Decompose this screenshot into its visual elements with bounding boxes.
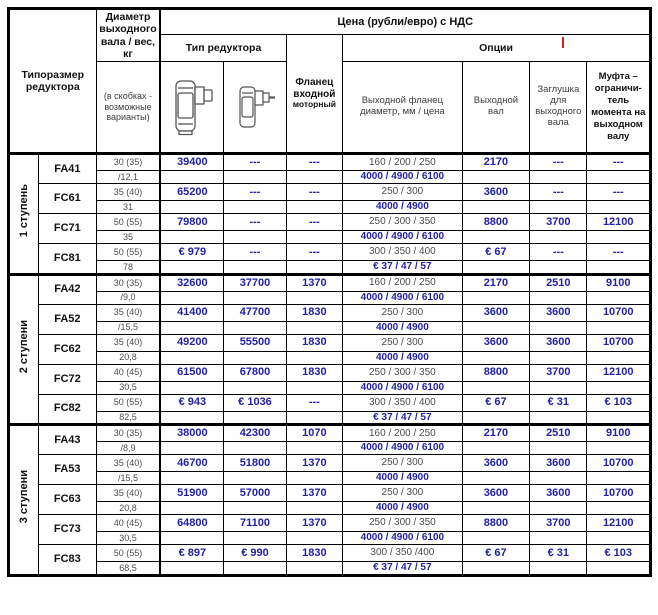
cell-empty xyxy=(160,261,223,275)
cell-input-motor-flange-price: 1370 xyxy=(286,455,342,472)
cell-output-shaft-price: 3600 xyxy=(462,455,529,472)
cell-price-fa-type: 39400 xyxy=(160,154,223,171)
cell-empty xyxy=(530,381,587,394)
cell-output-shaft-price: 3600 xyxy=(462,334,529,351)
cell-empty xyxy=(462,261,529,275)
table-body xyxy=(9,154,651,576)
cell-empty xyxy=(530,291,587,304)
cell-price-fc-type: 67800 xyxy=(224,364,286,381)
cell-output-flange-prices: 4000 / 4900 xyxy=(343,472,463,485)
cell-input-motor-flange-price: 1070 xyxy=(286,425,342,442)
cell-empty xyxy=(286,261,342,275)
cell-price-fc-type: 57000 xyxy=(224,485,286,502)
cell-empty xyxy=(587,472,651,485)
cell-plug-price: --- xyxy=(530,154,587,171)
cell-plug-price: 3600 xyxy=(530,485,587,502)
cell-empty xyxy=(530,231,587,244)
cell-empty xyxy=(462,472,529,485)
cell-price-fa-type: 46700 xyxy=(160,455,223,472)
cell-price-fc-type: --- xyxy=(224,214,286,231)
cell-price-fc-type: 55500 xyxy=(224,334,286,351)
cell-empty xyxy=(587,532,651,545)
cell-empty xyxy=(286,291,342,304)
reducer-type2-cell xyxy=(224,62,286,154)
cell-shaft-diameter: 50 (55) xyxy=(96,214,160,231)
cell-empty xyxy=(462,532,529,545)
cell-output-shaft-price: 8800 xyxy=(462,214,529,231)
cell-empty xyxy=(160,442,223,455)
cell-empty xyxy=(224,321,286,334)
cell-price-fc-type: 47700 xyxy=(224,304,286,321)
cell-weight: /12,1 xyxy=(96,171,160,184)
cell-empty xyxy=(286,381,342,394)
cell-plug-price: --- xyxy=(530,184,587,201)
cell-plug-price: 3600 xyxy=(530,455,587,472)
cell-shaft-diameter: 35 (40) xyxy=(96,455,160,472)
cell-empty xyxy=(160,291,223,304)
cell-shaft-diameter: 30 (35) xyxy=(96,154,160,171)
cell-empty xyxy=(286,231,342,244)
cell-price-fc-type: € 990 xyxy=(224,545,286,562)
reducer-type1-cell xyxy=(160,62,223,154)
header-coupling: Муфта – ограничи-тель момента на выходном валу xyxy=(587,62,651,154)
cell-empty xyxy=(462,321,529,334)
cell-output-shaft-price: 3600 xyxy=(462,304,529,321)
cell-empty xyxy=(286,201,342,214)
cell-empty xyxy=(587,442,651,455)
cell-output-shaft-price: € 67 xyxy=(462,244,529,261)
cell-empty xyxy=(286,321,342,334)
cell-empty xyxy=(286,171,342,184)
cell-shaft-diameter: 50 (55) xyxy=(96,394,160,411)
cell-empty xyxy=(160,502,223,515)
cell-empty xyxy=(224,201,286,214)
cell-empty xyxy=(224,291,286,304)
cell-price-fa-type: € 943 xyxy=(160,394,223,411)
cell-output-flange-prices: 4000 / 4900 xyxy=(343,351,463,364)
header-reducer-type: Тип редуктора xyxy=(160,35,286,62)
cell-price-fa-type: 49200 xyxy=(160,334,223,351)
cell-coupling-price: 12100 xyxy=(587,515,651,532)
cell-plug-price: € 31 xyxy=(530,545,587,562)
cell-empty xyxy=(160,532,223,545)
cell-empty xyxy=(224,502,286,515)
cell-weight: 82,5 xyxy=(96,411,160,425)
cell-coupling-price: 10700 xyxy=(587,334,651,351)
cell-empty xyxy=(587,171,651,184)
header-output-flange: Выходной фланец диаметр, мм / цена xyxy=(343,62,463,154)
cell-empty xyxy=(224,472,286,485)
cell-empty xyxy=(286,562,342,576)
cell-empty xyxy=(286,502,342,515)
group-cell xyxy=(9,154,39,275)
cell-empty xyxy=(587,381,651,394)
cell-weight: 35 xyxy=(96,231,160,244)
cell-shaft-diameter: 35 (40) xyxy=(96,304,160,321)
cell-empty xyxy=(462,562,529,576)
cell-empty xyxy=(160,171,223,184)
cell-weight: 20,8 xyxy=(96,351,160,364)
cell-empty xyxy=(286,532,342,545)
cell-price-fa-type: 41400 xyxy=(160,304,223,321)
cell-coupling-price: --- xyxy=(587,184,651,201)
cell-coupling-price: 10700 xyxy=(587,485,651,502)
cell-input-motor-flange-price: --- xyxy=(286,394,342,411)
cell-price-fc-type: 37700 xyxy=(224,274,286,291)
cell-empty xyxy=(587,291,651,304)
cell-empty xyxy=(462,231,529,244)
cell-input-motor-flange-price: 1370 xyxy=(286,274,342,291)
cell-price-fc-type: 42300 xyxy=(224,425,286,442)
cell-empty xyxy=(462,351,529,364)
cell-output-flange-prices: 4000 / 4900 / 6100 xyxy=(343,532,463,545)
cell-output-flange-prices: 4000 / 4900 / 6100 xyxy=(343,381,463,394)
cell-shaft-diameter: 35 (40) xyxy=(96,485,160,502)
cell-shaft-diameter: 30 (35) xyxy=(96,425,160,442)
cell-empty xyxy=(160,351,223,364)
cell-empty xyxy=(224,562,286,576)
model-name: FC83 xyxy=(39,545,96,576)
cell-output-flange-prices: 4000 / 4900 xyxy=(343,201,463,214)
cell-weight: /15,5 xyxy=(96,321,160,334)
cell-empty xyxy=(224,351,286,364)
cell-shaft-diameter: 30 (35) xyxy=(96,274,160,291)
cell-weight: 78 xyxy=(96,261,160,275)
cell-output-flange-diameters: 250 / 300 xyxy=(343,184,463,201)
cell-empty xyxy=(587,351,651,364)
cell-input-motor-flange-price: --- xyxy=(286,184,342,201)
cell-coupling-price: 12100 xyxy=(587,214,651,231)
cell-output-shaft-price: 8800 xyxy=(462,515,529,532)
cell-empty xyxy=(224,532,286,545)
reducer-price-table xyxy=(7,7,652,577)
cell-weight: 30,5 xyxy=(96,532,160,545)
cell-empty xyxy=(160,411,223,425)
cell-output-flange-diameters: 300 / 350 / 400 xyxy=(343,244,463,261)
cell-input-motor-flange-price: 1830 xyxy=(286,304,342,321)
group-label: 3 ступени xyxy=(17,470,30,524)
cell-shaft-diameter: 35 (40) xyxy=(96,334,160,351)
model-name: FC73 xyxy=(39,515,96,545)
cell-input-motor-flange-price: 1370 xyxy=(286,515,342,532)
cell-empty xyxy=(462,411,529,425)
cell-output-flange-diameters: 160 / 200 / 250 xyxy=(343,274,463,291)
cell-price-fa-type: 32600 xyxy=(160,274,223,291)
cell-output-flange-prices: 4000 / 4900 / 6100 xyxy=(343,291,463,304)
cell-coupling-price: 9100 xyxy=(587,274,651,291)
cell-shaft-diameter: 40 (45) xyxy=(96,364,160,381)
group-label: 2 ступени xyxy=(17,319,30,374)
cell-weight: 20,8 xyxy=(96,502,160,515)
cell-price-fc-type: --- xyxy=(224,244,286,261)
cell-empty xyxy=(530,171,587,184)
cell-empty xyxy=(587,502,651,515)
cell-empty xyxy=(530,201,587,214)
cell-input-motor-flange-price: 1830 xyxy=(286,364,342,381)
cell-empty xyxy=(587,562,651,576)
model-name: FA52 xyxy=(39,304,96,334)
cell-empty xyxy=(587,261,651,275)
cell-output-flange-diameters: 300 / 350 / 400 xyxy=(343,394,463,411)
header-options xyxy=(343,35,651,62)
cell-empty xyxy=(286,442,342,455)
cell-output-flange-diameters: 250 / 300 xyxy=(343,485,463,502)
cell-empty xyxy=(286,351,342,364)
header-output-shaft: Выходной вал xyxy=(462,62,529,154)
cell-empty xyxy=(530,532,587,545)
header-price-title: Цена (рубли/евро) с НДС xyxy=(160,9,650,35)
fa-reducer-drawing-icon xyxy=(169,78,215,136)
red-dashed-cursor-mark-icon xyxy=(562,37,564,48)
cell-empty xyxy=(286,472,342,485)
cell-empty xyxy=(587,231,651,244)
cell-weight: /8,9 xyxy=(96,442,160,455)
cell-plug-price: 3700 xyxy=(530,364,587,381)
header-options-label: Опции xyxy=(479,41,513,54)
model-name: FC62 xyxy=(39,334,96,364)
cell-plug-price: € 31 xyxy=(530,394,587,411)
cell-empty xyxy=(530,321,587,334)
cell-empty xyxy=(160,201,223,214)
cell-input-motor-flange-price: --- xyxy=(286,244,342,261)
cell-empty xyxy=(462,442,529,455)
cell-price-fa-type: 38000 xyxy=(160,425,223,442)
cell-input-motor-flange-price: --- xyxy=(286,214,342,231)
cell-empty xyxy=(160,381,223,394)
header-output-shaft-diameter: Диаметр выходного вала / вес, кг xyxy=(96,9,160,62)
cell-coupling-price: 10700 xyxy=(587,455,651,472)
header-plug: Заглушка для выходного вала xyxy=(530,62,587,154)
cell-output-shaft-price: 3600 xyxy=(462,184,529,201)
cell-empty xyxy=(160,321,223,334)
cell-empty xyxy=(462,502,529,515)
cell-empty xyxy=(462,381,529,394)
cell-output-shaft-price: 2170 xyxy=(462,274,529,291)
cell-price-fa-type: 65200 xyxy=(160,184,223,201)
cell-empty xyxy=(224,171,286,184)
cell-shaft-diameter: 50 (55) xyxy=(96,545,160,562)
cell-empty xyxy=(224,381,286,394)
cell-price-fa-type: € 979 xyxy=(160,244,223,261)
model-name: FC71 xyxy=(39,214,96,244)
model-name: FA43 xyxy=(39,425,96,455)
cell-price-fc-type: 71100 xyxy=(224,515,286,532)
group-label: 1 ступень xyxy=(17,184,30,238)
cell-empty xyxy=(224,231,286,244)
cell-output-flange-diameters: 160 / 200 / 250 xyxy=(343,154,463,171)
model-name: FA53 xyxy=(39,455,96,485)
cell-plug-price: 2510 xyxy=(530,425,587,442)
cell-empty xyxy=(530,351,587,364)
cell-empty xyxy=(462,171,529,184)
cell-price-fc-type: € 1036 xyxy=(224,394,286,411)
cell-empty xyxy=(224,261,286,275)
cell-plug-price: 3600 xyxy=(530,304,587,321)
cell-output-shaft-price: 8800 xyxy=(462,364,529,381)
cell-empty xyxy=(587,321,651,334)
cell-input-motor-flange-price: --- xyxy=(286,154,342,171)
model-name: FC61 xyxy=(39,184,96,214)
cell-empty xyxy=(530,411,587,425)
model-name: FC82 xyxy=(39,394,96,425)
cell-empty xyxy=(462,201,529,214)
cell-empty xyxy=(587,411,651,425)
cell-plug-price: 3700 xyxy=(530,515,587,532)
cell-output-flange-prices: € 37 / 47 / 57 xyxy=(343,261,463,275)
cell-plug-price: 3700 xyxy=(530,214,587,231)
model-name: FA42 xyxy=(39,274,96,304)
cell-output-flange-prices: 4000 / 4900 xyxy=(343,502,463,515)
cell-coupling-price: 12100 xyxy=(587,364,651,381)
cell-price-fa-type: 51900 xyxy=(160,485,223,502)
cell-output-flange-diameters: 250 / 300 / 350 xyxy=(343,364,463,381)
header-typesize: Типоразмер редуктора xyxy=(9,9,97,154)
cell-output-shaft-price: € 67 xyxy=(462,394,529,411)
cell-weight: /9,0 xyxy=(96,291,160,304)
cell-empty xyxy=(160,472,223,485)
cell-price-fa-type: € 897 xyxy=(160,545,223,562)
cell-shaft-diameter: 50 (55) xyxy=(96,244,160,261)
group-cell xyxy=(9,274,39,425)
model-name: FA41 xyxy=(39,154,96,184)
cell-weight: 30,5 xyxy=(96,381,160,394)
cell-output-shaft-price: € 67 xyxy=(462,545,529,562)
cell-output-flange-diameters: 300 / 350 /400 xyxy=(343,545,463,562)
cell-empty xyxy=(530,502,587,515)
cell-output-flange-prices: 4000 / 4900 / 6100 xyxy=(343,442,463,455)
cell-output-flange-diameters: 250 / 300 xyxy=(343,455,463,472)
cell-output-flange-prices: 4000 / 4900 / 6100 xyxy=(343,231,463,244)
cell-empty xyxy=(530,562,587,576)
cell-coupling-price: --- xyxy=(587,154,651,171)
cell-output-flange-diameters: 250 / 300 xyxy=(343,334,463,351)
cell-shaft-diameter: 40 (45) xyxy=(96,515,160,532)
cell-output-flange-diameters: 250 / 300 xyxy=(343,304,463,321)
cell-price-fa-type: 79800 xyxy=(160,214,223,231)
cell-weight: 68,5 xyxy=(96,562,160,576)
header-input-flange-text: Фланец входной xyxy=(293,77,336,100)
cell-empty xyxy=(224,411,286,425)
cell-price-fc-type: --- xyxy=(224,184,286,201)
cell-input-motor-flange-price: 1830 xyxy=(286,545,342,562)
cell-coupling-price: 10700 xyxy=(587,304,651,321)
cell-output-shaft-price: 2170 xyxy=(462,154,529,171)
cell-output-flange-prices: 4000 / 4900 xyxy=(343,321,463,334)
cell-coupling-price: 9100 xyxy=(587,425,651,442)
cell-empty xyxy=(224,442,286,455)
cell-input-motor-flange-price: 1370 xyxy=(286,485,342,502)
fc-reducer-drawing-icon xyxy=(234,84,276,130)
cell-empty xyxy=(160,231,223,244)
cell-coupling-price: € 103 xyxy=(587,545,651,562)
cell-output-flange-prices: 4000 / 4900 / 6100 xyxy=(343,171,463,184)
cell-output-flange-prices: € 37 / 47 / 57 xyxy=(343,562,463,576)
group-cell xyxy=(9,425,39,576)
cell-price-fc-type: 51800 xyxy=(224,455,286,472)
cell-output-flange-diameters: 250 / 300 / 350 xyxy=(343,214,463,231)
header-input-flange-subtext: моторный xyxy=(292,99,336,110)
cell-weight: 31 xyxy=(96,201,160,214)
cell-price-fc-type: --- xyxy=(224,154,286,171)
cell-coupling-price: € 103 xyxy=(587,394,651,411)
cell-price-fa-type: 64800 xyxy=(160,515,223,532)
cell-empty xyxy=(530,442,587,455)
cell-shaft-diameter: 35 (40) xyxy=(96,184,160,201)
cell-coupling-price: --- xyxy=(587,244,651,261)
cell-input-motor-flange-price: 1830 xyxy=(286,334,342,351)
cell-plug-price: 2510 xyxy=(530,274,587,291)
cell-weight: /15,5 xyxy=(96,472,160,485)
model-name: FC63 xyxy=(39,485,96,515)
cell-output-flange-diameters: 160 / 200 / 250 xyxy=(343,425,463,442)
cell-plug-price: 3600 xyxy=(530,334,587,351)
header-diameter-note: (в скобках - возможные варианты) xyxy=(96,62,160,154)
cell-output-shaft-price: 2170 xyxy=(462,425,529,442)
model-name: FC72 xyxy=(39,364,96,394)
cell-empty xyxy=(286,411,342,425)
cell-output-flange-diameters: 250 / 300 / 350 xyxy=(343,515,463,532)
cell-empty xyxy=(530,261,587,275)
cell-empty xyxy=(530,472,587,485)
cell-empty xyxy=(587,201,651,214)
cell-price-fa-type: 61500 xyxy=(160,364,223,381)
cell-output-flange-prices: € 37 / 47 / 57 xyxy=(343,411,463,425)
cell-empty xyxy=(160,562,223,576)
cell-plug-price: --- xyxy=(530,244,587,261)
cell-empty xyxy=(462,291,529,304)
model-name: FC81 xyxy=(39,244,96,275)
header-input-motor-flange xyxy=(286,35,342,154)
cell-output-shaft-price: 3600 xyxy=(462,485,529,502)
